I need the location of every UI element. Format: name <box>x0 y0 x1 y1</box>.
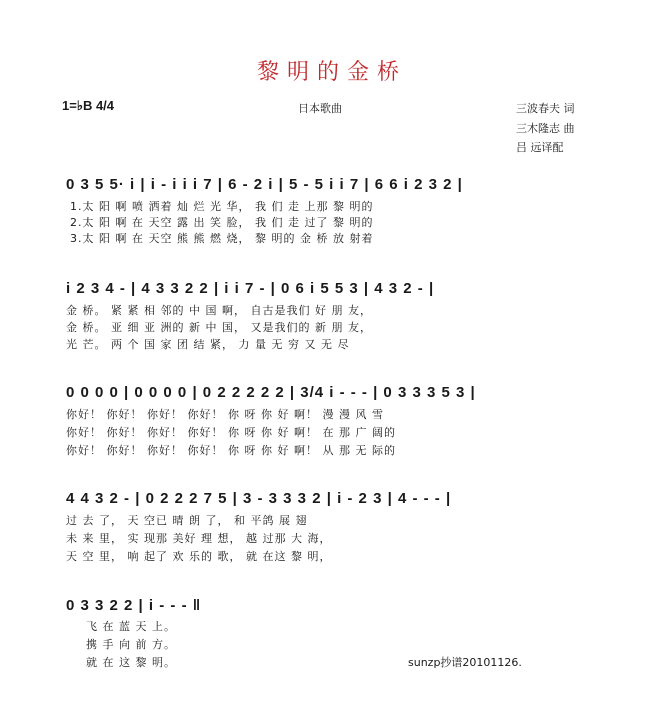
translator-credit: 吕 远译配 <box>516 141 564 154</box>
lyric-line: 携 手 向 前 方。 <box>86 638 176 651</box>
lyric-line: 金 桥。 亚 细 亚 洲的 新 中 国， 又是我们的 新 朋 友， <box>66 321 372 334</box>
song-title: 黎明的金桥 <box>256 60 407 85</box>
lyric-line: 金 桥。 紧 紧 相 邻的 中 国 啊， 自古是我们 好 朋 友， <box>66 304 372 317</box>
lyric-line: 你好！ 你好！ 你好！ 你好！ 你 呀 你 好 啊！ 在 那 广 阔的 <box>66 426 396 439</box>
lyric-line: 天 空 里， 响 起了 欢 乐的 歌， 就 在这 黎 明， <box>66 550 332 563</box>
lyric-line: 2.太 阳 啊 在 天空 露 出 笑 脸， 我 们 走 过了 黎 明的 <box>70 216 374 229</box>
composer-credit: 三木隆志 曲 <box>516 122 575 135</box>
lyric-line: 未 来 里， 实 现那 美好 理 想， 越 过那 大 海， <box>66 532 332 545</box>
notes-system-1: 0 3 5 5· i | i - i i i 7 | 6 - 2 i | 5 - 5 i i 7 | 6 6 i 2 3 2 | <box>66 176 463 193</box>
lyric-line: 3.太 阳 啊 在 天空 熊 熊 燃 烧， 黎 明的 金 桥 放 射着 <box>70 232 374 245</box>
lyric-line: 就 在 这 黎 明。 <box>86 656 176 669</box>
lyric-line: 飞 在 蓝 天 上。 <box>86 620 176 633</box>
notes-system-5: 0 3 3 2 2 | i - - - ‖ <box>66 597 202 614</box>
key-signature: 1=♭B 4/4 <box>62 98 115 113</box>
lyricist-credit: 三波春夫 词 <box>516 102 575 115</box>
lyric-line: 你好！ 你好！ 你好！ 你好！ 你 呀 你 好 啊！ 从 那 无 际的 <box>66 444 396 457</box>
notes-system-2: i 2 3 4 - | 4 3 3 2 2 | i i 7 - | 0 6 i 5 5 3 | 4 3 2 - | <box>66 280 435 297</box>
transcriber-signature: sunzp抄谱20101126. <box>408 656 522 669</box>
lyric-line: 过 去 了， 天 空已 晴 朗 了， 和 平鸽 展 翅 <box>66 514 308 527</box>
notes-system-4: 4 4 3 2 - | 0 2 2 2 7 5 | 3 - 3 3 3 2 | i - 2 3 | 4 - - - | <box>66 490 452 507</box>
lyric-line: 光 芒。 两 个 国 家 团 结 紧， 力 量 无 穷 又 无 尽 <box>66 338 350 351</box>
notes-system-3: 0 0 0 0 | 0 0 0 0 | 0 2 2 2 2 2 | 3/4 i - - - | 0 3 3 3 5 3 | <box>66 384 476 401</box>
lyric-line: 1.太 阳 啊 喷 洒着 灿 烂 光 华， 我 们 走 上那 黎 明的 <box>70 200 374 213</box>
song-origin: 日本歌曲 <box>298 102 342 115</box>
lyric-line: 你好！ 你好！ 你好！ 你好！ 你 呀 你 好 啊！ 漫 漫 风 雪 <box>66 408 384 421</box>
